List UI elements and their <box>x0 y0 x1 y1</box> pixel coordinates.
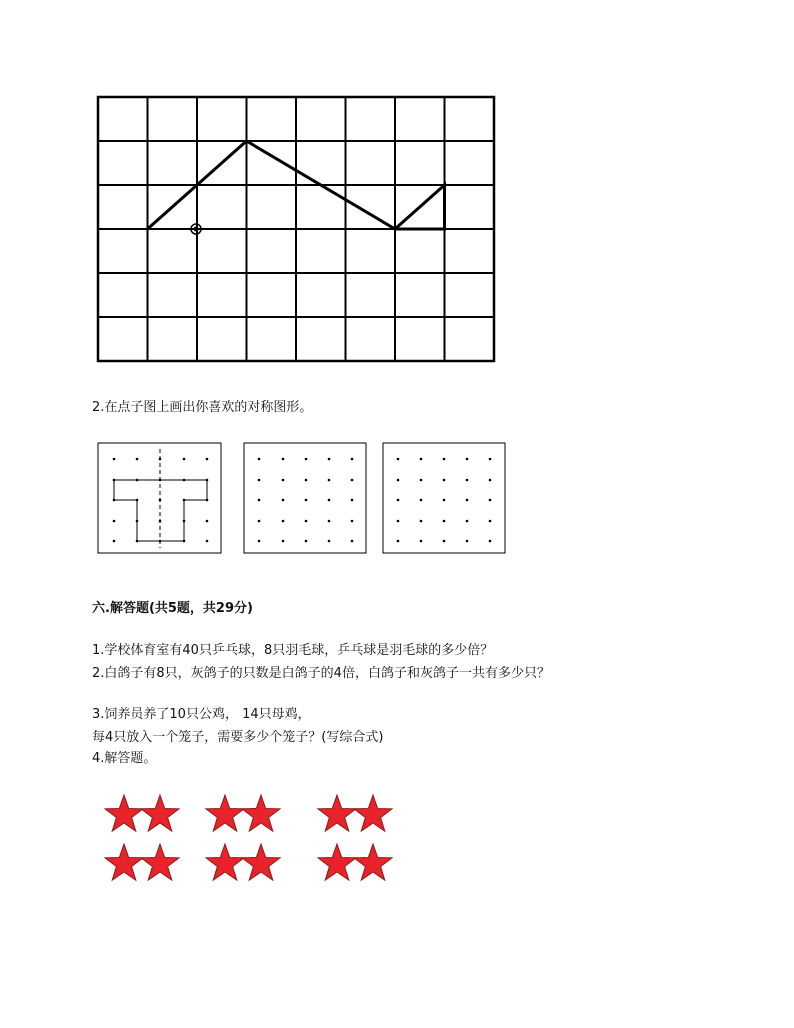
star-group <box>206 795 280 831</box>
star-icon <box>206 844 244 880</box>
question-1: 1.学校体育室有40只乒乓球，8只羽毛球，乒乓球是羽毛球的多少倍？ <box>92 643 494 658</box>
section-heading: 六.解答题(共5题，共29分) <box>92 601 253 616</box>
star-group <box>206 844 280 880</box>
question-2-text: 2.在点子图上画出你喜欢的对称图形。 <box>92 400 313 415</box>
star-group <box>105 844 179 880</box>
star-icon <box>242 844 280 880</box>
star-icon <box>318 844 356 880</box>
star-icon <box>354 795 392 831</box>
star-group <box>105 795 179 831</box>
star-icon <box>105 795 143 831</box>
star-icon <box>141 795 179 831</box>
question-2: 2.白鸽子有8只，灰鸽子的只数是白鸽子的4倍，白鸽子和灰鸽子一共有多少只？ <box>92 666 550 681</box>
star-icon <box>354 844 392 880</box>
star-icon <box>105 844 143 880</box>
question-4: 4.解答题。 <box>92 751 157 766</box>
question-3-line-2: 每4只放入一个笼子，需要多少个笼子？(写综合式) <box>92 730 384 745</box>
star-icon <box>318 795 356 831</box>
question-3-line-1: 3.饲养员养了10只公鸡， 14只母鸡， <box>92 707 311 722</box>
star-icon <box>141 844 179 880</box>
star-group <box>318 844 392 880</box>
star-group <box>318 795 392 831</box>
star-icon <box>206 795 244 831</box>
star-icon <box>242 795 280 831</box>
